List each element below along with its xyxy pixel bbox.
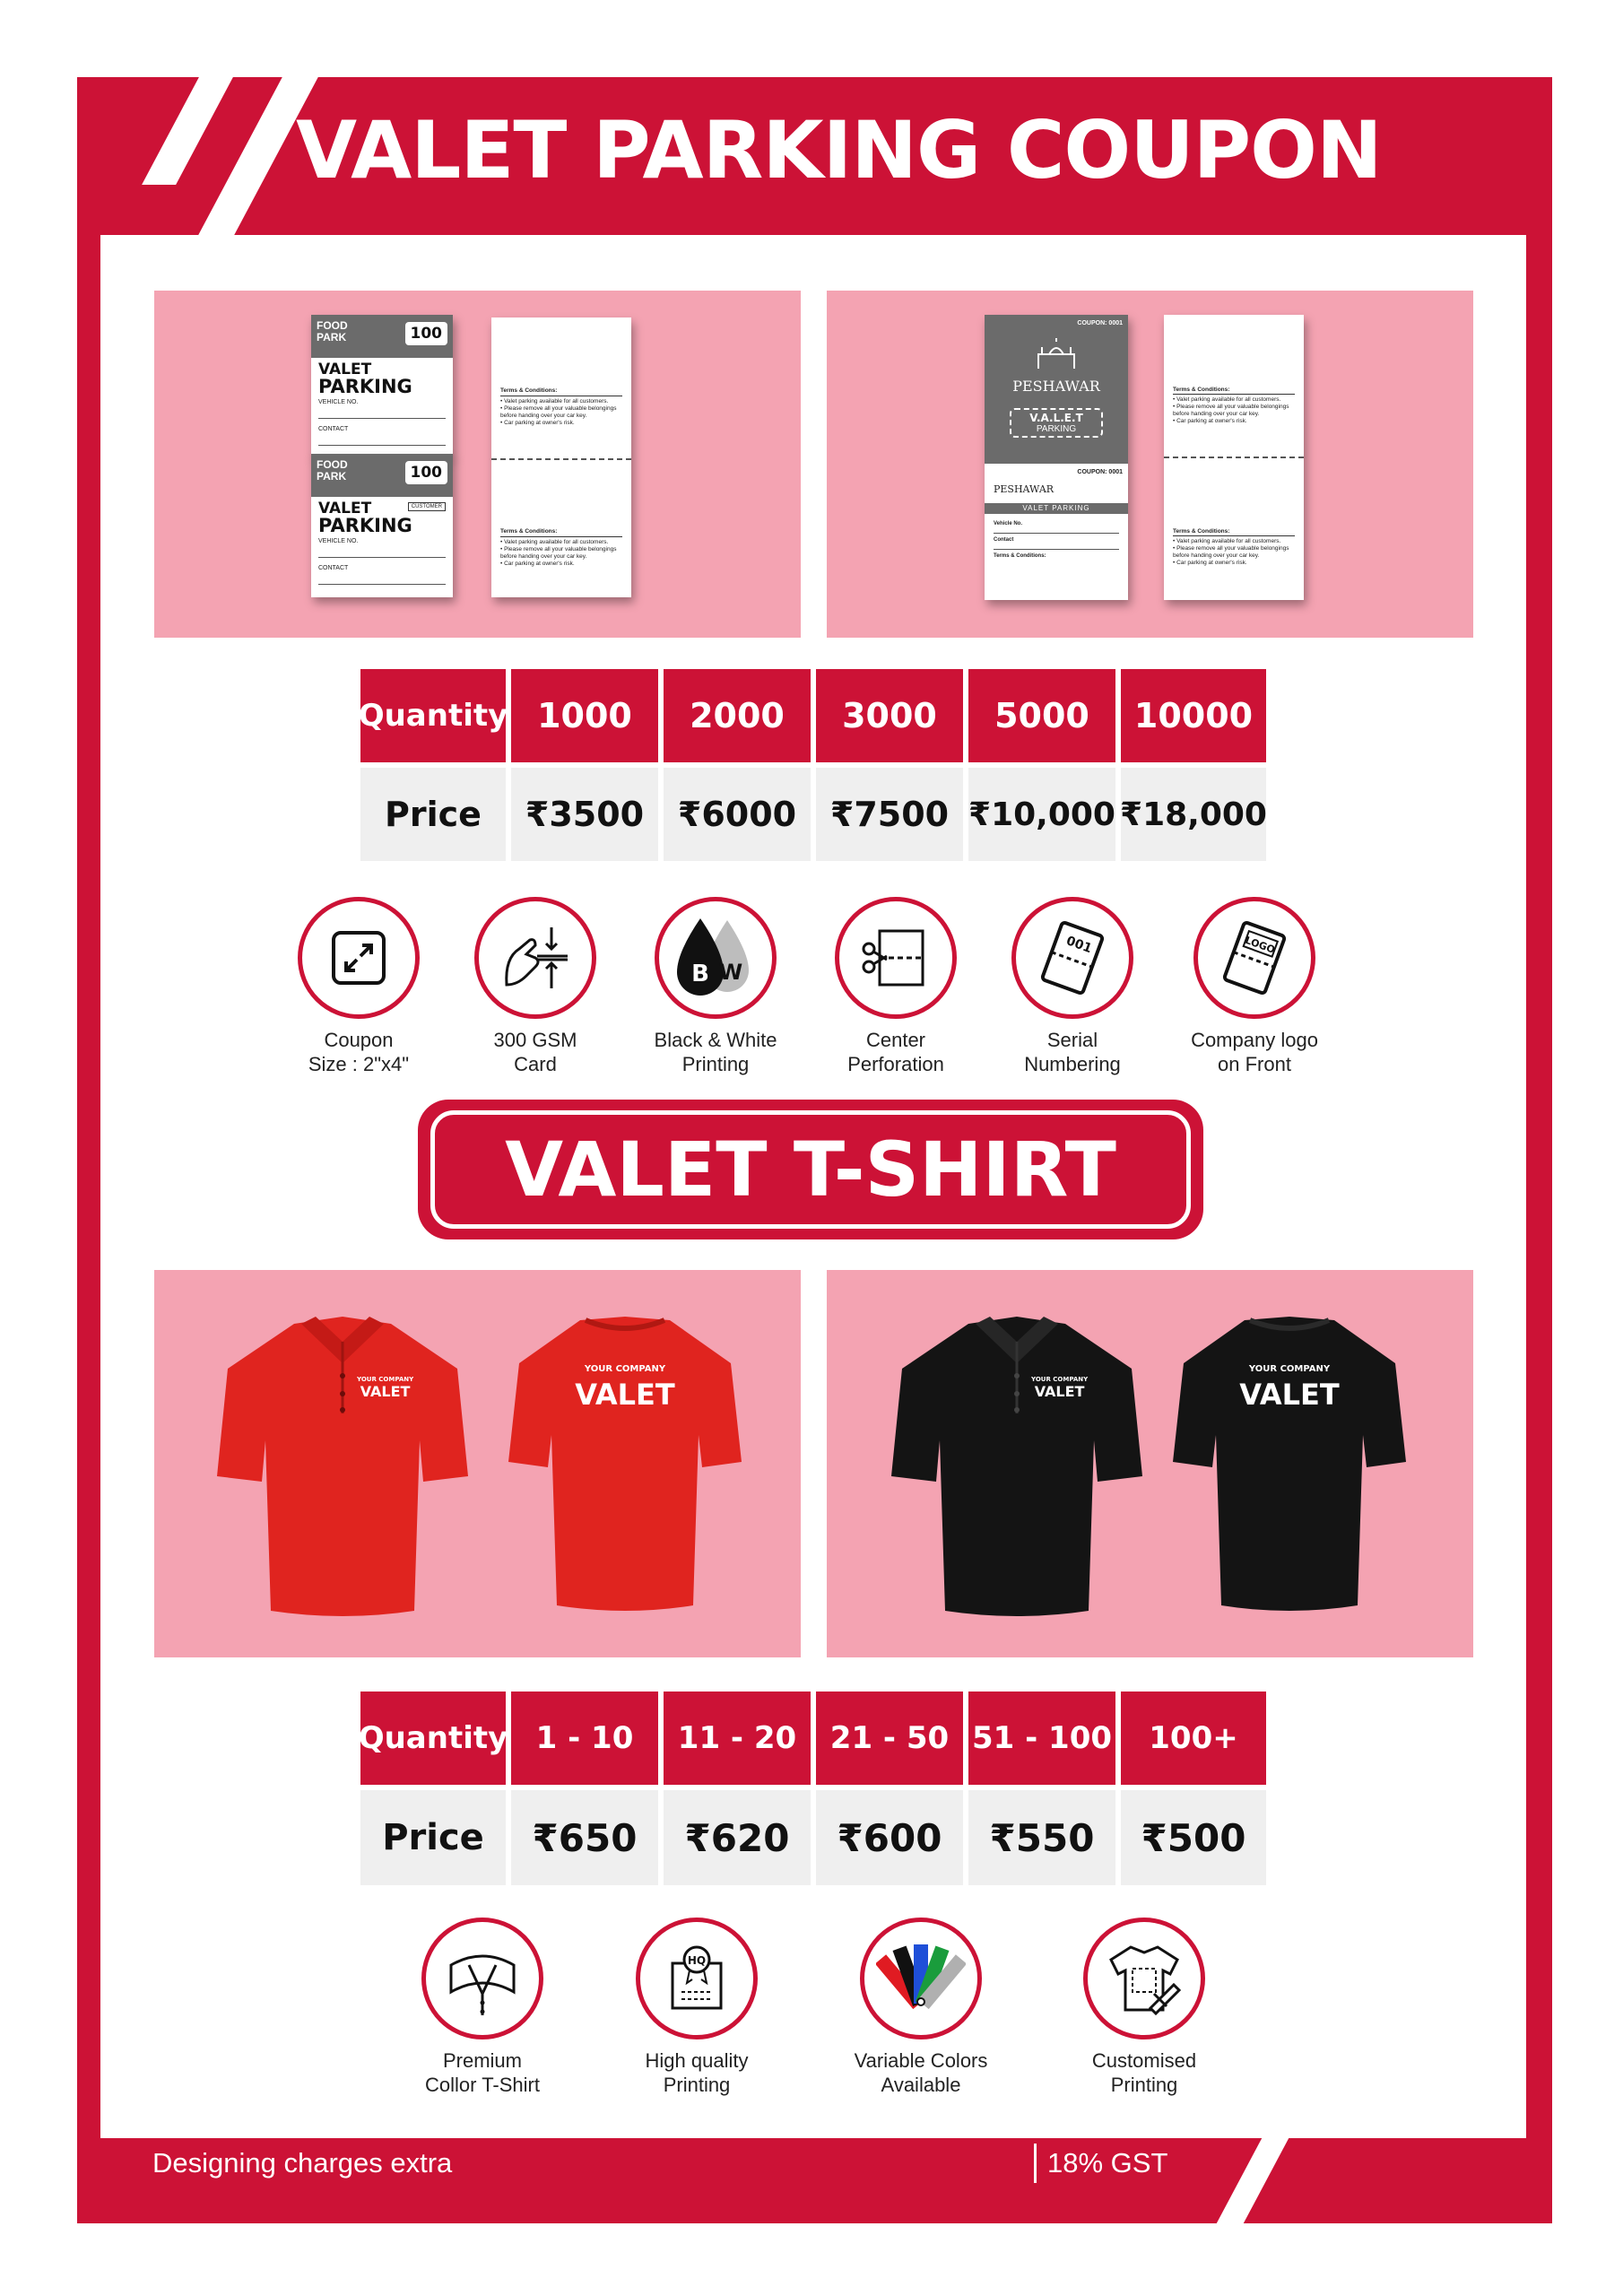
- valet-strip: VALET PARKING: [985, 503, 1128, 514]
- svg-text:HQ: HQ: [687, 1954, 707, 1967]
- gst-note: 18% GST: [1047, 2147, 1168, 2179]
- black-tshirt-back-text: [1227, 1360, 1352, 1410]
- quantity-header: Quantity: [360, 1692, 506, 1785]
- feature-label: Company logo on Front: [1191, 1029, 1318, 1075]
- scissors-icon: [860, 922, 932, 994]
- coupon-back-card: [491, 317, 631, 597]
- terms-title: Terms & Conditions:: [1173, 387, 1295, 395]
- coupon-front-card: [311, 315, 453, 457]
- feature-bw-printing: [617, 897, 814, 1076]
- terms-title: Terms & Conditions:: [500, 528, 622, 537]
- feature-company-logo: [1156, 897, 1353, 1076]
- terms-title: Terms & Conditions:: [994, 553, 1046, 559]
- coupon-mockup-panel-left: [154, 291, 801, 638]
- color-swatch-icon: [876, 1934, 966, 2023]
- feature-coupon-size: [260, 897, 457, 1076]
- company-text: YOUR COMPANY: [1248, 1364, 1331, 1374]
- peshawar-coupon-front: [985, 315, 1128, 600]
- feature-label: Serial Numbering: [1024, 1029, 1121, 1075]
- vehicle-field: VEHICLE NO.: [318, 538, 446, 558]
- peshawar-coupon-back: [1164, 315, 1304, 600]
- term-1: • Valet parking available for all customers.: [1173, 396, 1281, 403]
- term-3: • Car parking at owner's risk.: [1173, 560, 1247, 566]
- feature-label: Black & White Printing: [654, 1029, 777, 1075]
- feature-label: Customised Printing: [1091, 2049, 1197, 2096]
- term-3: • Car parking at owner's risk.: [500, 420, 575, 426]
- qty-cell: 5000: [968, 669, 1115, 762]
- term-3: • Car parking at owner's risk.: [500, 561, 575, 567]
- price-cell: ₹600: [816, 1790, 963, 1885]
- tshirt-price-table: [360, 1692, 1266, 1885]
- hq-badge-icon: [656, 1938, 737, 2019]
- price-cell: ₹650: [511, 1790, 658, 1885]
- term-1: • Valet parking available for all customers.: [500, 398, 609, 404]
- coupon-title-2: PARKING: [318, 376, 412, 397]
- valet-text: VALET: [360, 1383, 411, 1400]
- qty-cell: 21 - 50: [816, 1692, 963, 1785]
- tshirt-mockup-panel-black: [827, 1270, 1473, 1657]
- red-tshirt-small-text: [357, 1374, 414, 1400]
- company-text: YOUR COMPANY: [584, 1364, 666, 1374]
- footer-note: Designing charges extra: [152, 2147, 453, 2179]
- svg-text:001: 001: [1063, 934, 1094, 957]
- coupon-title-1: VALET: [318, 361, 372, 378]
- mosque-icon: [1029, 338, 1083, 370]
- company-text: YOUR COMPANY: [357, 1376, 414, 1383]
- valet-word: V.A.L.E.T: [1029, 412, 1083, 424]
- feature-label: Premium Collor T-Shirt: [425, 2049, 540, 2096]
- card-thickness-icon: [499, 922, 571, 994]
- coupon-number: 100: [405, 461, 448, 484]
- valet-text: VALET: [575, 1378, 675, 1412]
- city-name: PESHAWAR: [1012, 378, 1100, 395]
- price-cell: ₹3500: [511, 768, 658, 861]
- price-cell: ₹500: [1121, 1790, 1266, 1885]
- price-cell: ₹6000: [664, 768, 811, 861]
- serial-tag-icon: [1035, 920, 1110, 996]
- brand-name-2: PARK: [317, 470, 347, 483]
- term-2: • Please remove all your valuable belongings before handing over your car key.: [1173, 545, 1289, 559]
- feature-center-perforation: [797, 897, 994, 1076]
- red-tshirt-back-text: [562, 1360, 688, 1410]
- brand-name-2: PARK: [317, 331, 347, 344]
- contact-field: CONTACT: [318, 565, 446, 585]
- feature-gsm-card: [437, 897, 634, 1076]
- footer-divider: [1034, 2144, 1037, 2183]
- qty-cell: 1 - 10: [511, 1692, 658, 1785]
- company-text: YOUR COMPANY: [1031, 1376, 1089, 1383]
- feature-serial-numbering: [974, 897, 1171, 1076]
- qty-cell: 11 - 20: [664, 1692, 811, 1785]
- qty-cell: 3000: [816, 669, 963, 762]
- vehicle-field: Vehicle No.: [994, 521, 1119, 534]
- coupon-price-table: [360, 669, 1266, 863]
- page-title: VALET PARKING COUPON: [296, 104, 1382, 196]
- coupon-serial: COUPON: 0001: [1077, 320, 1123, 326]
- expand-icon: [326, 926, 391, 990]
- term-2: • Please remove all your valuable belongings before handing over your car key.: [500, 405, 617, 419]
- price-cell: ₹620: [664, 1790, 811, 1885]
- feature-hq-printing: [598, 1918, 795, 2097]
- terms-title: Terms & Conditions:: [1173, 528, 1295, 536]
- brand-name: FOOD: [317, 319, 348, 332]
- price-header: Price: [360, 768, 506, 861]
- valet-text: VALET: [1239, 1378, 1340, 1412]
- tshirt-section-title: VALET T-SHIRT: [430, 1110, 1191, 1229]
- qty-cell: 10000: [1121, 669, 1266, 762]
- feature-customised-printing: [1046, 1918, 1243, 2097]
- price-cell: ₹18,000: [1121, 768, 1266, 861]
- price-cell: ₹7500: [816, 768, 963, 861]
- tshirt-section-banner: [418, 1100, 1203, 1239]
- red-tshirt-back: [499, 1309, 751, 1623]
- term-1: • Valet parking available for all customers.: [1173, 538, 1281, 544]
- svg-text:W: W: [718, 960, 743, 985]
- black-tshirt-front: [882, 1306, 1151, 1629]
- feature-label: Coupon Size : 2"x4": [308, 1029, 410, 1075]
- coupon-front-card-2: [311, 454, 453, 597]
- qty-cell: 2000: [664, 669, 811, 762]
- qty-cell: 51 - 100: [968, 1692, 1115, 1785]
- tshirt-mockup-panel-red: [154, 1270, 801, 1657]
- coupon-serial-2: COUPON: 0001: [1077, 469, 1123, 475]
- term-2: • Please remove all your valuable belongings before handing over your car key.: [500, 546, 617, 560]
- valet-text: VALET: [1034, 1383, 1085, 1400]
- feature-label: Center Perforation: [847, 1029, 944, 1075]
- contact-field: Contact: [994, 537, 1119, 550]
- coupon-title-1: VALET: [318, 500, 372, 517]
- price-header: Price: [360, 1790, 506, 1885]
- brand-name: FOOD: [317, 458, 348, 471]
- perforation-line: [491, 458, 631, 460]
- feature-premium-collar: [384, 1918, 581, 2097]
- ink-drops-icon: [666, 913, 765, 1003]
- terms-title: Terms & Conditions:: [500, 387, 622, 396]
- vehicle-field: VEHICLE NO.: [318, 399, 446, 419]
- red-tshirt-front: [208, 1306, 477, 1629]
- parking-word: PARKING: [1036, 424, 1077, 434]
- svg-text:B: B: [691, 961, 709, 987]
- city-name-small: PESHAWAR: [994, 483, 1055, 495]
- coupon-title-2: PARKING: [318, 515, 412, 536]
- collar-icon: [442, 1938, 523, 2019]
- contact-field: CONTACT: [318, 426, 446, 446]
- coupon-mockup-panel-right: [827, 291, 1473, 638]
- qty-cell: 1000: [511, 669, 658, 762]
- term-3: • Car parking at owner's risk.: [1173, 418, 1247, 424]
- qty-cell: 100+: [1121, 1692, 1266, 1785]
- feature-label: Variable Colors Available: [854, 2049, 988, 2096]
- black-tshirt-back: [1164, 1309, 1415, 1623]
- perforation-line: [1164, 457, 1304, 458]
- logo-tag-icon: [1217, 920, 1292, 996]
- custom-tshirt-icon: [1104, 1938, 1185, 2019]
- feature-variable-colors: [822, 1918, 1020, 2097]
- customer-tag: CUSTOMER: [408, 502, 446, 511]
- term-1: • Valet parking available for all customers.: [500, 539, 609, 545]
- quantity-header: Quantity: [360, 669, 506, 762]
- feature-label: High quality Printing: [645, 2049, 749, 2096]
- price-cell: ₹550: [968, 1790, 1115, 1885]
- term-2: • Please remove all your valuable belongings before handing over your car key.: [1173, 404, 1289, 417]
- coupon-number: 100: [405, 322, 448, 345]
- svg-text:LOGO: LOGO: [1243, 934, 1277, 956]
- black-tshirt-small-text: [1031, 1374, 1089, 1400]
- feature-label: 300 GSM Card: [493, 1029, 577, 1075]
- price-cell: ₹10,000: [968, 768, 1115, 861]
